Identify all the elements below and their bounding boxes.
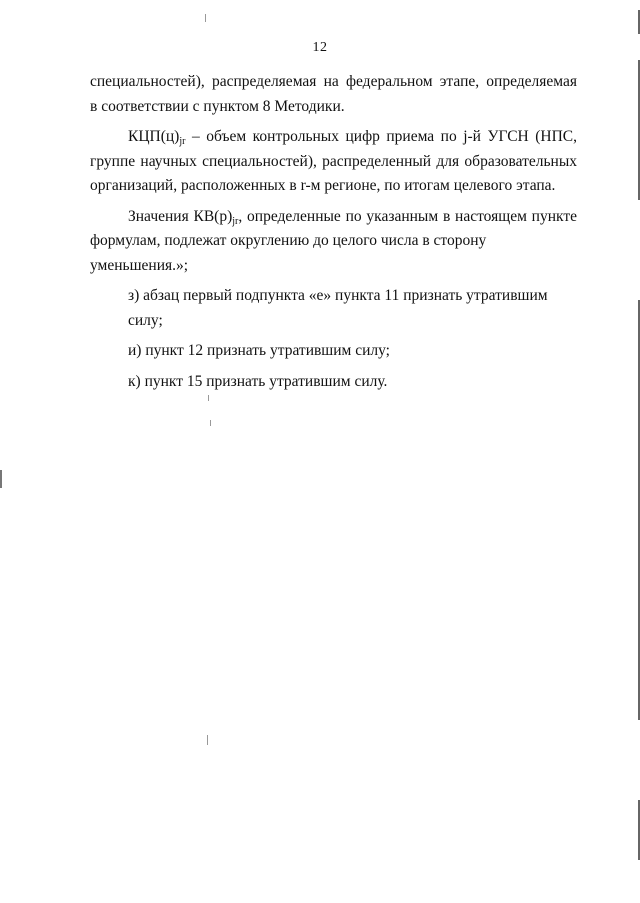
- text-line: [90, 205, 577, 230]
- page-number: 12: [312, 40, 328, 55]
- text-line: формулам, подлежат округлению до целого числа в сторону уменьшения.»;: [90, 232, 487, 274]
- formula-subscript: jr: [232, 215, 239, 227]
- paragraph-continuation: [90, 70, 577, 119]
- paragraph-kcp-definition: [90, 125, 577, 199]
- scan-edge-mark: [0, 470, 2, 488]
- paragraph-kv-rounding: [90, 205, 577, 279]
- scan-artifact: [210, 420, 211, 426]
- text-fragment: – объем контрольных цифр приема по j-й УГСН (НПС,: [185, 128, 577, 145]
- formula-term: Значения КВ(р): [128, 207, 233, 225]
- paragraph-item-i: [90, 339, 577, 364]
- text-line: организаций, расположенных в r-м регионе, по итогам целевого этапа.: [90, 177, 556, 194]
- text-line: и) пункт 12 признать утратившим силу;: [128, 342, 390, 359]
- formula-term: КЦП(ц): [128, 128, 180, 145]
- text-line: специальностей), распределяемая на федеральном этапе, определяемая: [90, 73, 577, 90]
- paragraph-item-z: [90, 284, 577, 333]
- scan-artifact: [208, 395, 209, 401]
- text-line: [90, 125, 577, 150]
- text-line: к) пункт 15 признать утратившим силу.: [128, 372, 388, 390]
- paragraph-item-k: [90, 370, 577, 395]
- text-line: з) абзац первый подпункта «е» пункта 11 признать утратившим силу;: [128, 287, 548, 329]
- text-line: группе научных специальностей), распределенный для образовательных: [90, 152, 577, 170]
- scan-artifact: [205, 14, 206, 22]
- text-line: в соответствии с пунктом 8 Методики.: [90, 97, 345, 115]
- scan-artifact: [207, 735, 208, 745]
- formula-subscript: jr: [179, 136, 186, 147]
- text-fragment: , определенные по указанным в настоящем пункте: [238, 207, 577, 225]
- document-body: [90, 70, 577, 394]
